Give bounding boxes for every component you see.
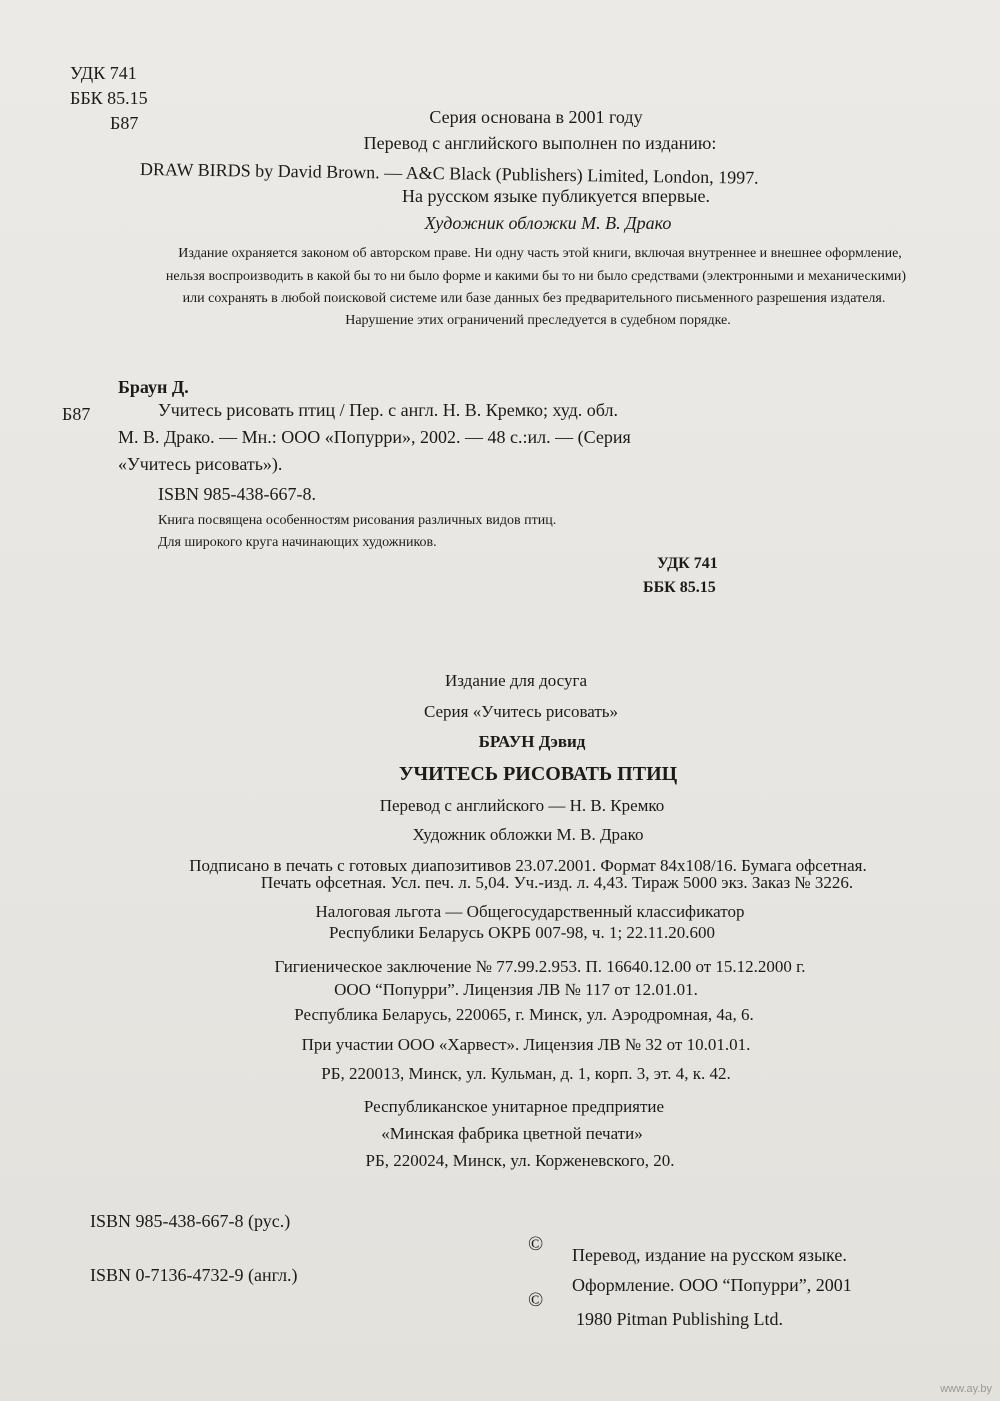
copyright-notice-line: нельзя воспроизводить в какой бы то ни было форме и какими бы то ни было средствами (электронными и механическими) bbox=[165, 269, 907, 284]
catalog-udk: УДК 741 bbox=[657, 555, 718, 572]
catalog-author: Браун Д. bbox=[118, 377, 189, 397]
imprint-line: Республики Беларусь ОКРБ 007-98, ч. 1; 22.11.20.600 bbox=[328, 923, 716, 942]
credits-line: Перевод с английского выполнен по изданию: bbox=[363, 133, 717, 153]
isbn-rus: ISBN 985-438-667-8 (рус.) bbox=[90, 1211, 291, 1231]
imprint-line: РБ, 220013, Минск, ул. Кульман, д. 1, корп. 3, эт. 4, к. 42. bbox=[321, 1064, 731, 1083]
credits-line: Серия основана в 2001 году bbox=[429, 107, 643, 127]
imprint-line: Республика Беларусь, 220065, г. Минск, ул. Аэродромная, 4а, 6. bbox=[294, 1005, 754, 1024]
copyright-line: 1980 Pitman Publishing Ltd. bbox=[576, 1309, 784, 1329]
credits-line: DRAW BIRDS by David Brown. — A&C Black (Publishers) Limited, London, 1997. bbox=[139, 159, 759, 188]
imprint-line: Подписано в печать с готовых диапозитивов 23.07.2001. Формат 84x108/16. Бумага офсетная. bbox=[189, 856, 867, 875]
imprint-line: При участии ООО «Харвест». Лицензия ЛВ № 32 от 10.01.01. bbox=[301, 1035, 751, 1054]
imprint-line: «Минская фабрика цветной печати» bbox=[381, 1124, 643, 1143]
imprint-series: Серия «Учитесь рисовать» bbox=[423, 702, 619, 721]
catalog-line: Учитесь рисовать птиц / Пер. с англ. Н. В. Кремко; худ. обл. bbox=[158, 400, 618, 420]
copyright-line: Перевод, издание на русском языке. bbox=[572, 1245, 847, 1265]
watermark: www.ay.by bbox=[940, 1383, 992, 1395]
copyright-notice-line: Нарушение этих ограничений преследуется в судебном порядке. bbox=[345, 313, 731, 328]
catalog-isbn: ISBN 985-438-667-8. bbox=[158, 484, 316, 504]
imprint-artist: Художник обложки М. В. Драко bbox=[412, 825, 644, 844]
imprint-line: Налоговая льгота — Общегосударственный классификатор bbox=[315, 902, 745, 921]
imprint-author: БРАУН Дэвид bbox=[478, 732, 586, 751]
isbn-eng: ISBN 0-7136-4732-9 (англ.) bbox=[90, 1265, 298, 1285]
credits-line: На русском языке публикуется впервые. bbox=[402, 186, 710, 206]
catalog-line: М. В. Драко. — Мн.: ООО «Попурри», 2002. — 48 с.:ил. — (Серия bbox=[118, 427, 631, 447]
imprint-edition: Издание для досуга bbox=[445, 671, 587, 690]
imprint-line: Гигиеническое заключение № 77.99.2.953. П. 16640.12.00 от 15.12.2000 г. bbox=[274, 957, 806, 976]
imprint-translator: Перевод с английского — Н. В. Кремко bbox=[379, 796, 665, 815]
copyright-symbol: © bbox=[528, 1233, 544, 1255]
copyright-notice-line: или сохранять в любой поисковой системе или базе данных без предварительного письменного разрешения издателя. bbox=[182, 291, 886, 306]
imprint-title: УЧИТЕСЬ РИСОВАТЬ ПТИЦ bbox=[398, 763, 678, 785]
credits-line: Художник обложки М. В. Драко bbox=[424, 213, 672, 233]
imprint-line: ООО “Попурри”. Лицензия ЛВ № 117 от 12.01.01. bbox=[334, 980, 698, 999]
imprint-line: Республиканское унитарное предприятие bbox=[363, 1097, 665, 1116]
bbk-header: ББК 85.15 bbox=[70, 88, 148, 108]
catalog-bbk: ББК 85.15 bbox=[643, 579, 716, 596]
catalog-code: Б87 bbox=[62, 404, 91, 424]
udk-header: УДК 741 bbox=[70, 63, 137, 83]
copyright-symbol: © bbox=[528, 1289, 544, 1311]
code-header: Б87 bbox=[110, 113, 139, 133]
show-through-title: ⁣ bbox=[559, 21, 561, 78]
copyright-notice-line: Издание охраняется законом об авторском праве. Ни одну часть этой книги, включая внутреннее и внешнее оформление, bbox=[178, 246, 902, 261]
imprint-line: РБ, 220024, Минск, ул. Корженевского, 20. bbox=[365, 1151, 675, 1170]
catalog-description: Для широкого круга начинающих художников. bbox=[158, 535, 437, 550]
catalog-description: Книга посвящена особенностям рисования различных видов птиц. bbox=[158, 513, 557, 528]
imprint-line: Печать офсетная. Усл. печ. л. 5,04. Уч.-изд. л. 4,43. Тираж 5000 экз. Заказ № 3226. bbox=[260, 873, 854, 892]
copyright-line: Оформление. ООО “Попурри”, 2001 bbox=[572, 1275, 852, 1295]
catalog-line: «Учитесь рисовать»). bbox=[118, 454, 283, 474]
